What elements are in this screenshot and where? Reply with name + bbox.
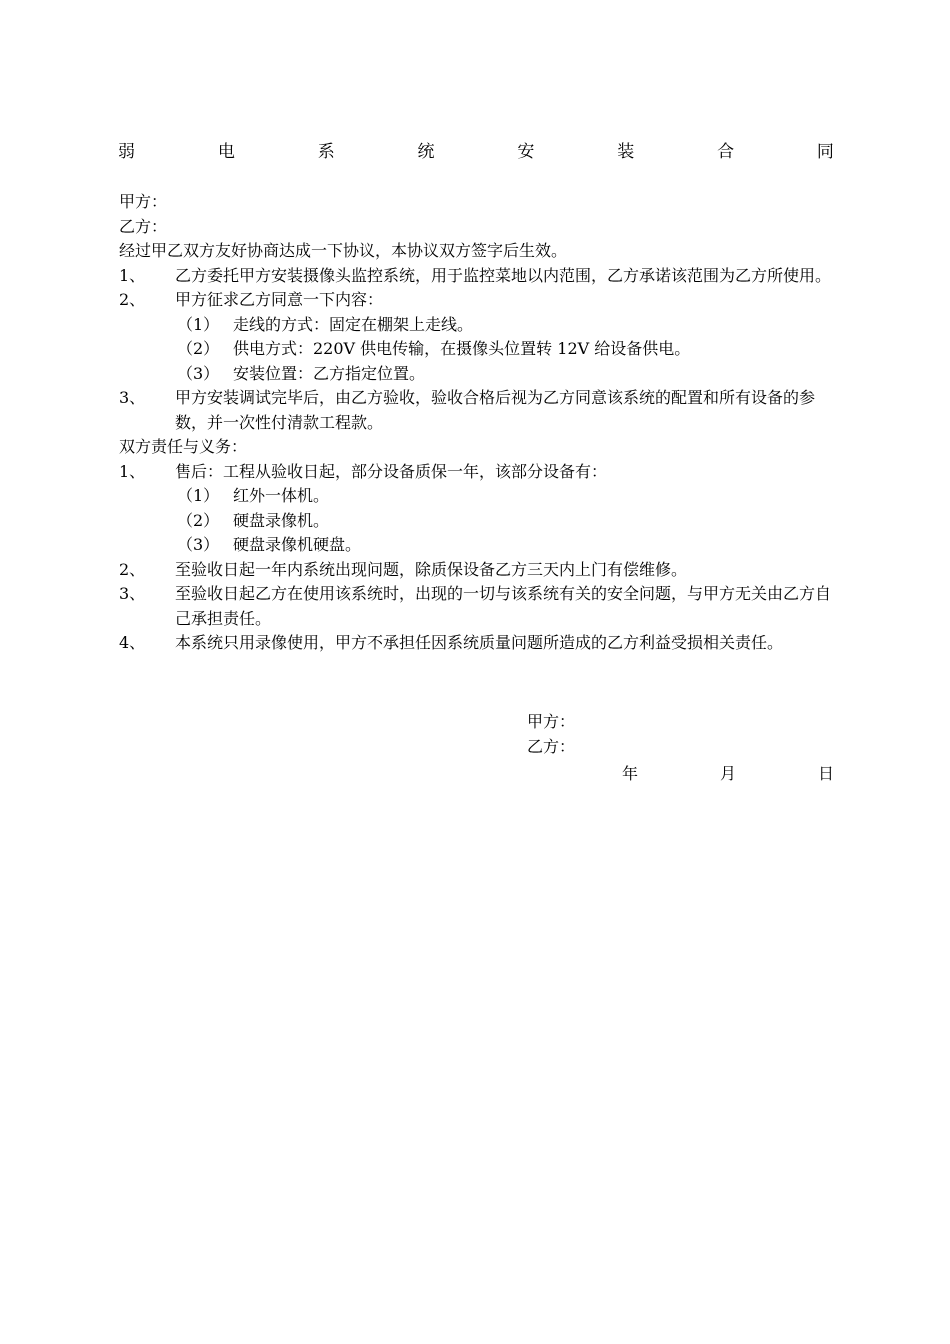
clause-item [119, 288, 835, 313]
title-char: 合 [717, 142, 735, 162]
sub-item [119, 313, 835, 338]
duty-item [119, 631, 835, 656]
sub-item [119, 337, 835, 362]
sub-item [119, 484, 835, 509]
duty-text: 本系统只用录像使用，甲方不承担任因系统质量问题所造成的乙方利益受损相关责任。 [175, 633, 784, 652]
duty-text: 至验收日起一年内系统出现问题，除质保设备乙方三天内上门有偿维修。 [175, 559, 688, 579]
title-char: 弱 [118, 142, 135, 162]
sub-item-number: （2） [177, 510, 220, 530]
sub-item-text: 走线的方式：固定在棚架上走线。 [233, 314, 474, 334]
sub-item-number: （3） [177, 535, 220, 554]
duty-number: 4、 [119, 633, 146, 652]
clause-text: 乙方委托甲方安装摄像头监控系统，用于监控菜地以内范围，乙方承诺该范围为乙方所使用。 [175, 265, 832, 285]
sub-item-text: 供电方式：220V 供电传输，在摄像头位置转 12V 给设备供电。 [233, 339, 691, 358]
title-char: 装 [617, 142, 635, 162]
sub-item-text: 安装位置：乙方指定位置。 [233, 363, 426, 383]
sub-item-text: 硬盘录像机硬盘。 [233, 535, 362, 554]
duty-text: 售后：工程从验收日起，部分设备质保一年，该部分设备有： [175, 461, 608, 481]
duty-number: 3、 [119, 584, 146, 603]
clause-item [119, 386, 835, 435]
contract-body [119, 190, 835, 656]
title-char: 安 [517, 142, 535, 162]
duties-heading: 双方责任与义务： [119, 437, 248, 456]
signature-date [622, 762, 834, 787]
sub-item-number: （2） [177, 339, 220, 358]
clause-item [119, 264, 835, 289]
signature-party-b: 乙方： [527, 737, 576, 756]
sub-item [119, 362, 835, 387]
sub-item-number: （1） [177, 486, 220, 505]
sub-item [119, 533, 835, 558]
clause-number: 2、 [119, 290, 146, 309]
intro-text: 经过甲乙双方友好协商达成一下协议，本协议双方签字后生效。 [119, 241, 568, 260]
title-char: 统 [417, 142, 435, 162]
party-a-label: 甲方： [119, 192, 168, 211]
duty-item [119, 582, 835, 631]
party-b-label: 乙方： [119, 216, 168, 236]
sub-item [119, 509, 835, 534]
title-char: 同 [816, 142, 834, 162]
sub-item-text: 硬盘录像机。 [233, 510, 330, 530]
date-month: 月 [719, 764, 736, 783]
duty-text: 至验收日起乙方在使用该系统时，出现的一切与该系统有关的安全问题，与甲方无关由乙方自己承担责任。 [175, 584, 832, 628]
date-year: 年 [622, 764, 639, 783]
sub-item-number: （3） [177, 363, 220, 383]
sub-item-text: 红外一体机。 [233, 486, 330, 505]
duty-number: 1、 [119, 461, 146, 481]
title-char: 系 [317, 142, 335, 162]
duty-item [119, 558, 835, 583]
signature-party-a: 甲方： [527, 712, 576, 731]
clause-text: 甲方征求乙方同意一下内容： [175, 290, 384, 309]
clause-number: 3、 [119, 388, 146, 407]
title-char: 电 [217, 142, 235, 162]
document-title [118, 140, 834, 165]
sub-item-number: （1） [177, 314, 220, 334]
clause-number: 1、 [119, 265, 146, 285]
date-day: 日 [817, 764, 834, 783]
clause-text: 甲方安装调试完毕后，由乙方验收，验收合格后视为乙方同意该系统的配置和所有设备的参数，并一次性付清款工程款。 [175, 388, 816, 432]
duty-number: 2、 [119, 559, 146, 579]
duty-item [119, 460, 835, 485]
